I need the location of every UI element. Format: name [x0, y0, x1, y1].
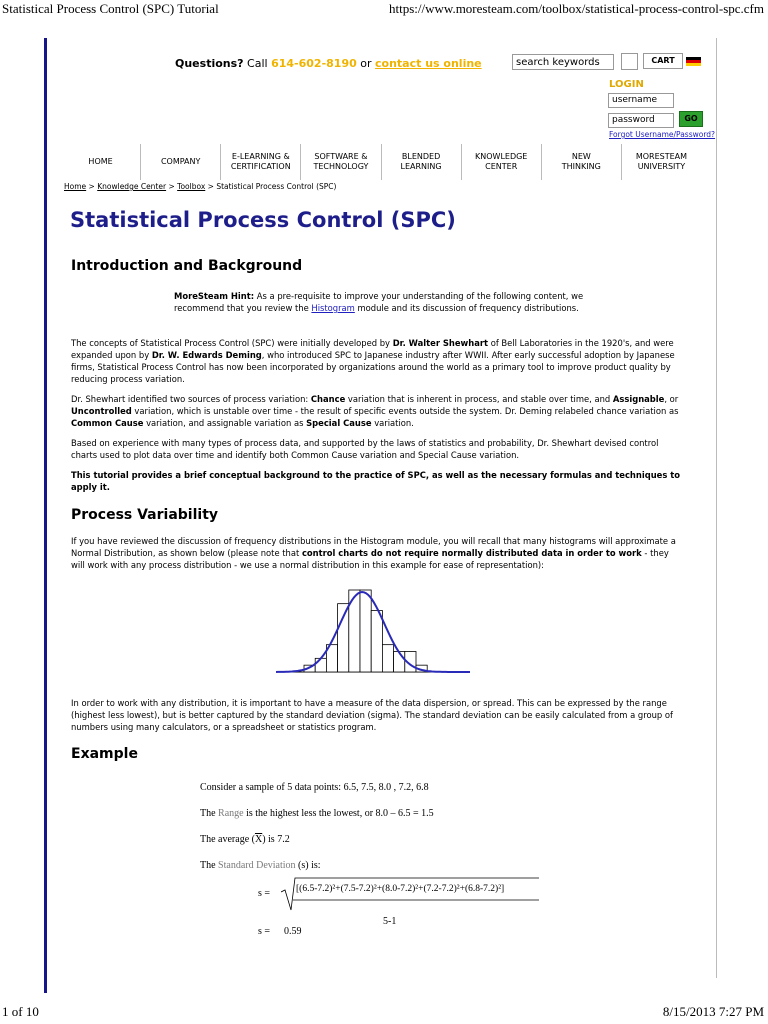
print-header	[0, 0, 768, 18]
breadcrumb-sep: >	[166, 182, 178, 191]
term-common-cause: Common Cause	[71, 418, 144, 428]
deming-name: Dr. W. Edwards Deming	[151, 350, 262, 360]
nav-item-blended[interactable]	[382, 144, 462, 180]
nav-item-company[interactable]	[141, 144, 221, 180]
nav-line-1: NEW	[571, 152, 591, 161]
nav-line-2: LEARNING	[400, 162, 442, 171]
nav-item-label	[636, 152, 687, 172]
nav-line-2: CENTER	[485, 162, 518, 171]
breadcrumb-sep: >	[86, 182, 98, 191]
text: The average (	[200, 834, 255, 845]
nav-item-moresteam[interactable]	[622, 144, 701, 180]
variability-paragraph-2: In order to work with any distribution, it is important to have a measure of the data dispersion, or spread. This can be expressed by the range (highest less lowest), but is better captured by the standard deviation (sigma). The standard deviation can be easily calculated from a group of numbers using many calculators, or a spreadsheet or statistics program.	[71, 698, 673, 732]
or-label: or	[356, 57, 375, 70]
s-equals: s =	[258, 888, 271, 899]
nav-line-1: COMPANY	[160, 157, 201, 166]
text: variation, and assignable variation as	[143, 418, 307, 428]
nav-line-1: SOFTWARE &	[314, 152, 368, 161]
variability-paragraph-1	[71, 535, 683, 571]
term-assignable: Assignable	[612, 394, 665, 404]
login-heading: LOGIN	[609, 79, 644, 90]
main-nav	[61, 144, 701, 180]
intro-paragraph-3: Based on experience with many types of process data, and supported by the laws of statistics and probability, Dr. Shewhart devised control charts used to plot data over time and identify both Common Cause variation and Special Cause variation.	[71, 438, 659, 460]
text: variation that is inherent in process, and stable over time, and	[345, 394, 613, 404]
questions-bar	[175, 57, 482, 70]
text: is the highest less the lowest, or 8.0 – 6.5 = 1.5	[243, 808, 434, 819]
text: Dr. Shewhart identified two sources of process variation:	[71, 394, 311, 404]
intro-heading: Introduction and Background	[71, 258, 303, 274]
intro-paragraph-4: This tutorial provides a brief conceptual background to the practice of SPC, as well as the necessary formulas and techniques to apply it.	[71, 470, 681, 492]
text: of Bell Laboratories in the 1920's, and were expanded upon by	[71, 338, 674, 360]
nav-item-label	[313, 152, 368, 172]
hint-text-end: module and its discussion of frequency distributions.	[354, 303, 579, 313]
example-line-1: Consider a sample of 5 data points: 6.5, 7.5, 8.0 , 7.2, 6.8	[200, 782, 429, 793]
nav-line-1: MORESTEAM	[635, 152, 688, 161]
histogram-bar	[371, 611, 382, 673]
hint-text: As a pre-requisite to improve your understanding of the following content, we recommend that you review the	[174, 291, 584, 313]
nav-item-label	[88, 157, 112, 167]
nav-line-1: E-LEARNING &	[231, 152, 290, 161]
breadcrumb-sep: >	[205, 182, 217, 191]
histogram-bar	[315, 658, 326, 672]
sqrt-sign	[281, 876, 541, 912]
breadcrumb-home[interactable]: Home	[64, 182, 87, 191]
german-flag-icon[interactable]	[686, 57, 701, 66]
term-uncontrolled: Uncontrolled	[71, 406, 132, 416]
hint-label: MoreSteam Hint:	[174, 291, 255, 301]
text: The	[200, 860, 219, 871]
print-url: https://www.moresteam.com/toolbox/statistical-process-control-spc.cfm	[389, 1, 764, 16]
variability-heading: Process Variability	[71, 507, 219, 523]
login-go-button[interactable]: GO	[679, 111, 703, 127]
std-dev-result: 0.59	[284, 926, 302, 937]
nav-item-e-learning[interactable]	[221, 144, 301, 180]
nav-item-software[interactable]	[301, 144, 381, 180]
histogram-link[interactable]: Histogram	[311, 303, 355, 313]
std-dev-formula: [(6.5-7.2)²+(7.5-7.2)²+(8.0-7.2)²+(7.2-7.2)²+(6.8-7.2)²]	[296, 884, 505, 894]
nav-item-knowledge[interactable]	[462, 144, 542, 180]
nav-item-label	[562, 152, 601, 172]
nav-line-2: UNIVERSITY	[637, 162, 686, 171]
breadcrumb-current: Statistical Process Control (SPC)	[216, 182, 337, 191]
histogram-bar	[360, 590, 371, 672]
emphasis: control charts do not require normally distributed data in order to work	[301, 548, 642, 558]
text: - they will work with any process distribution - we use a normal distribution in this example for ease of representation):	[71, 548, 669, 570]
example-heading: Example	[71, 746, 138, 762]
print-footer	[0, 1002, 768, 1024]
forgot-password-link[interactable]: Forgot Username/Password?	[609, 130, 716, 139]
username-field[interactable]: username	[608, 93, 674, 108]
example-line-4	[200, 860, 321, 871]
nav-line-1: BLENDED	[401, 152, 441, 161]
histogram-bar	[382, 645, 393, 672]
nav-item-label	[161, 157, 200, 167]
term-std-dev: Standard Deviation	[218, 860, 296, 871]
questions-label: Questions?	[175, 57, 244, 70]
intro-paragraph-1	[71, 337, 683, 385]
intro-paragraph-2	[71, 393, 683, 429]
page-right-border	[716, 38, 717, 978]
text: , who introduced SPC to Japanese industry after WWII. After early successful adoption by Japanese firms, Statistical Process Control has now been incorporated by organizations around the world as a primary tool to improve product quality by reducing process variation.	[71, 350, 675, 384]
moresteam-hint	[174, 290, 594, 314]
nav-item-label	[231, 152, 291, 172]
text: variation, which is unstable over time - the result of specific events outside the system. Dr. Deming relabeled chance variation as	[131, 406, 679, 416]
breadcrumb-knowledge-center[interactable]: Knowledge Center	[97, 182, 167, 191]
text: variation.	[371, 418, 414, 428]
nav-line-1: KNOWLEDGE	[475, 152, 528, 161]
contact-link[interactable]: contact us online	[375, 57, 482, 70]
page-number: 1 of 10	[2, 1004, 39, 1019]
cart-button[interactable]: CART	[643, 53, 683, 69]
example-line-3	[200, 834, 290, 845]
example-line-2	[200, 808, 434, 819]
page-left-border	[44, 38, 47, 993]
nav-line-1: HOME	[88, 157, 113, 166]
shewhart-name: Dr. Walter Shewhart	[392, 338, 489, 348]
nav-item-label	[475, 152, 527, 172]
text: If you have reviewed the discussion of frequency distributions in the Histogram module, you will recall that many histograms will approximate a Normal Distribution, as shown below (please note that	[71, 536, 676, 558]
formula-denominator: 5-1	[383, 916, 397, 927]
text: The	[200, 808, 219, 819]
breadcrumb-toolbox[interactable]: Toolbox	[177, 182, 206, 191]
histogram-bar	[394, 652, 405, 673]
term-chance: Chance	[310, 394, 346, 404]
term-range: Range	[218, 808, 244, 819]
histogram-bar	[338, 604, 349, 672]
term-special-cause: Special Cause	[306, 418, 372, 428]
print-datetime: 8/15/2013 7:27 PM	[662, 1004, 764, 1019]
call-label: Call	[243, 57, 272, 70]
page-title: Statistical Process Control (SPC)	[70, 208, 456, 232]
text: The concepts of Statistical Process Control (SPC) were initially developed by	[71, 338, 393, 348]
phone-number[interactable]: 614-602-8190	[271, 57, 357, 70]
nav-line-2: THINKING	[561, 162, 601, 171]
text: (s) is:	[295, 860, 321, 871]
print-title: Statistical Process Control (SPC) Tutorial	[2, 1, 219, 16]
nav-item-label	[401, 152, 442, 172]
nav-item-new[interactable]	[542, 144, 622, 180]
histogram-chart	[276, 588, 470, 678]
x-bar: $\overline{X}$	[254, 834, 263, 845]
result-s-equals: s =	[258, 926, 271, 937]
search-input[interactable]: search keywords	[512, 54, 614, 70]
text: ) is 7.2	[262, 834, 290, 845]
nav-line-2: CERTIFICATION	[230, 162, 291, 171]
search-button[interactable]	[621, 53, 638, 70]
text: , or	[664, 394, 679, 404]
breadcrumb	[64, 182, 336, 191]
nav-item-home[interactable]	[61, 144, 141, 180]
nav-line-2: TECHNOLOGY	[313, 162, 369, 171]
password-field[interactable]: password	[608, 113, 674, 128]
